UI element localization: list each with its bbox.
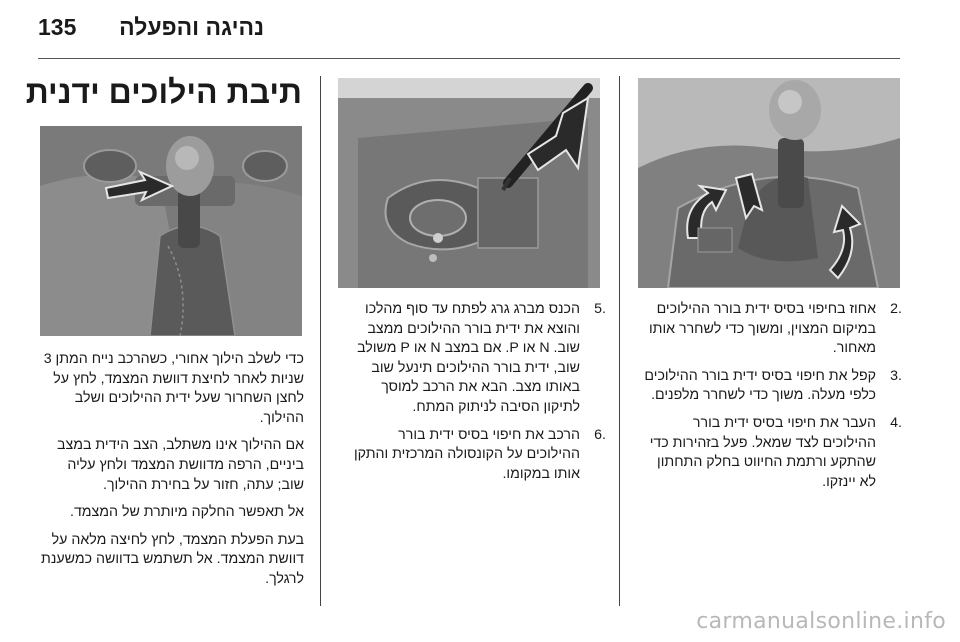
gear-not-engaging-paragraph: אם ההילוך אינו משתלב, הצב הידית במצב ביניים, הרפה מדוושת המצמד ולחץ עליה שוב; עתה, חזור על בחירת ההילוך. (57, 437, 304, 493)
step-text: העבר את חיפוי בסיס ידית בורר ההילוכים לצד שמאל. פעל בזהירות כדי שהתקע ורתמת החיווט בחלק התחתון לא יינזקו. (649, 414, 876, 490)
clutch-operation-paragraph: בעת הפעלת המצמד, לחץ לחיצה מלאה על דוושת המצמד. אל תשתמש בדוושה כמשענת לרגלך. (41, 531, 304, 587)
step-6 (344, 426, 606, 485)
screwdriver-release-photo (338, 78, 600, 288)
step-text: הרכב את חיפוי בסיס ידית בורר ההילוכים על הקונסולה המרכזית והתקן אותו במקומו. (353, 426, 580, 482)
shift-lock-release-illustration (338, 78, 600, 288)
step-text: אחוז בחיפוי בסיס ידית בורר ההילוכים במיקום המצוין, ומשוך כדי לשחרר אותו מאחור. (649, 301, 876, 357)
step-4 (638, 414, 902, 492)
header-rule (38, 58, 900, 59)
column-divider-right (619, 76, 620, 606)
step-number: .3 (890, 367, 902, 384)
step-number: .5 (594, 301, 606, 317)
section-title: תיבת הילוכים ידנית (25, 74, 302, 110)
step-number: .6 (594, 426, 606, 443)
step-text: קפל את חיפוי בסיס ידית בורר ההילוכים כלפי מעלה. משוך כדי לשחרר מלפנים. (644, 367, 876, 404)
middle-column-steps (344, 300, 606, 492)
reverse-gear-paragraph: כדי לשלב הילוך אחורי, כשהרכב נייח המתן 3 שניות לאחר לחיצת דוושת המצמד, לחץ על לחצן השחרור שעל ידית ההילוכים ושלב ההילוך. (43, 351, 304, 426)
gear-boot-removal-photo (638, 78, 900, 288)
step-number: .2 (890, 301, 902, 317)
step-3 (638, 367, 902, 406)
step-5 (344, 300, 606, 418)
right-column-steps (638, 300, 902, 500)
step-2 (638, 300, 902, 359)
running-title: נהיגה והפעלה (119, 14, 264, 40)
page-number: 135 (38, 14, 77, 40)
left-column-text (40, 350, 304, 598)
gear-lever-photo (40, 126, 302, 336)
step-number: .4 (890, 414, 902, 431)
boot-cover-removal-illustration (638, 78, 900, 288)
page-header (0, 0, 960, 62)
step-text: הכנס מברג גרג לפתח עד סוף מהלכו והוצא את ידית בורר ההילוכים ממצב שוב. N או P. אם במצב N או P משולב שוב, ידית בורר ההילוכים תינעל שוב באותו מצב. הבא את הרכב למוסך לתיקון הסיבה לניתוק המתח. (357, 301, 580, 415)
column-divider-left (320, 76, 321, 606)
watermark: carmanualsonline.info (696, 609, 946, 634)
gear-lever-illustration (40, 126, 302, 336)
clutch-slip-paragraph: אל תאפשר החלקה מיותרת של המצמד. (70, 504, 304, 521)
